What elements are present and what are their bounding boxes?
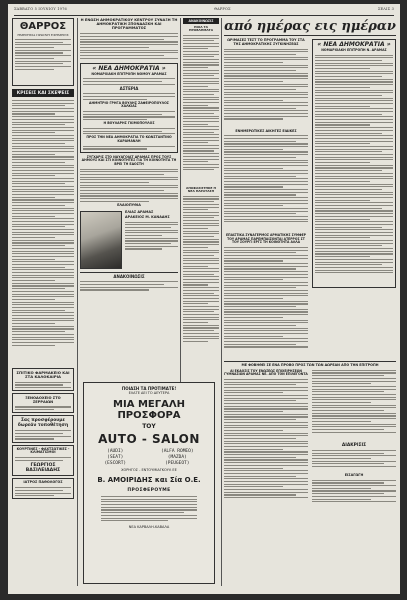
advert-brand-list [87,449,211,466]
ad-kourtines [12,445,74,477]
ek-headline: Η ΕΝΩΣΗ ΔΗΜΟΚΡΑΤΙΚΟΥ ΚΕΝΤΡΟΥ ΣΥΝΑΞΗ ΤΗ ΔΗΜΟΚΡΑΤΙΚΗ ΣΠΟΝΔΑΣΚΗ ΚΑΙ ΠΡΟΓΡΑΜΜΑΤΟΣ [80,18,178,31]
article-body-kriseis [12,100,74,365]
column-divider [180,18,181,393]
masthead-box [12,18,74,86]
right-headline-diakrisis: ΔΙΑΚΡΙΣΙΣ [341,442,367,448]
right-column [224,18,396,586]
elaiopythia-headline: ΕΛΑΙΟΠΥΘΙΑ [117,202,141,207]
right-body-5 [312,370,396,440]
newspaper-page [8,4,400,594]
ad-farmakeio-title: ΣΠΙΤΙΚΟ ΦΑΡΜΑΚΕΙΟ ΚΑΙ ΣΤΑ ΚΑΛΟΚΑΙΡΙΑ [16,370,70,380]
mid-right-headline-2: ΑΠΟΦΑΣΙΣΤΗΚΕ Η ΝΕΑ ΠΑΡΑΤΑΣΗ [186,185,216,194]
advert-line1: ΠΟΙΑΣΗ ΤΑ ΠΡΟΤΙΜΑΤΕ! [121,386,177,391]
nd-sub-voularis: Η ΒΟΥΛΑΡΗΣ ΓΚΙΜΟΠΟΥΛΟΣ [103,121,155,126]
ad-xenodoxeio-title: ΞΕΝΟΔΟΧΕΙΟ ΣΤΟ ΣΕΡΡΑΙΩΝ [25,396,61,405]
portrait-photo [80,211,122,269]
mid-right-section-title: ΑΝΑΚΟΙΝΩΣΙΣ [183,18,219,24]
mid-right-body-1 [183,35,219,185]
anakoinosis-headline: ΑΝΑΚΟΙΝΩΣΙΣ [80,272,178,280]
masthead-details [15,39,71,70]
nd-section-subtitle: ΝΟΜΑΡΧΙΑΚΗ ΕΠΙΤΡΟΠΗ ΝΟΜΟΥ ΔΡΑΜΑΣ [91,71,167,76]
synagermos-body [80,169,178,202]
mid-right-column [183,18,219,378]
mid-right-body-2 [183,196,219,356]
advert-brand-peugeot: (PEUGEOT) [165,461,190,466]
nd-right-box [312,39,396,288]
right-subcol-a [224,39,308,357]
column-divider [221,18,222,586]
column-divider [77,18,78,586]
mid-right-headline-1: ΠΟΙΑ ΤΑ ΠΡΟΒΛΗΜΑΤΑ [188,25,214,33]
nd-sub-names: ΔΗΜΗΤΡΙΟ ΓΡΗΓΑ ΒΟΥΛΗΣ ΖΑΦΕΙΡΟΠΟΥΛΟΣ ΧΑΛΚΙΑΣ [89,100,169,109]
portrait-caption-place: ΕΛΙΑΣ ΔΡΑΜΑΣ [125,209,154,214]
nd-sub-asteria: ΑΣΤΕΡΙΑ [119,85,139,91]
anakoinosis-body [80,281,178,290]
advert-brand: AUTO - SALON [98,432,200,446]
header-page-number: ΣΕΛΙΣ 3 [377,7,394,11]
advert-line2: ΕΛΑΤΕ ΔΕΙ ΤΟ ΔΕΥΤΕΡΑ [128,391,170,395]
ad-dorean-title: Σας προσφέρουμε δωρεάν τοποθέτηση [17,418,69,429]
portrait-caption-name: ΔΡΑΚΕΙΟΣ Μ. ΚΑΝΑΔΗΣ [125,214,170,219]
advert-brand-mazda: (MAZDA) [167,455,187,460]
right-subcol-b [312,39,396,357]
page-header [14,7,394,15]
masthead-title: ΘΑΡΡΟΣ [19,21,67,32]
right-headline-3: ΕΠΑΙΣΤΙΚΑ ΣΥΝΑΓΕΡΜΟΣ ΑΡΜΑΤΙΚΗΣ ΣΥΜΦΕΡ ΤΟΥ ΔΡΑΜΑΣ ΠΑΡΕΜΠΑΙΖΟΝΤΑΙ ΑΤΕΡΡΟΣ ΣΤ ΤΟΥ ΣΟΥΡΓΙ ΕΡΓΣ ΤΗ ΚΟΙΝΟΤΗΤΑ ΑΛΛΑ [225,233,307,245]
ad-vasileiadis-name: ΓΕΩΡΓΙΟΣ ΒΑΣΙΛΕΙΑΔΗΣ [25,462,61,474]
ek-article-body [80,33,178,58]
advert-title: ΜΙΑ ΜΕΓΑΛΗ ΠΡΟΣΦΟΡΑ [113,399,185,421]
advert-brand-escort: (ESCORT) [104,461,127,466]
right-headline-eisagogi: ΕΙΣΑΓΩΓΗ [344,472,364,477]
ad-dorean-topothetisi [12,415,74,442]
advert-offer-list [101,496,197,521]
header-rule [14,15,394,16]
right-body-1 [224,49,308,127]
nd-section-title: « ΝΕΑ ΔΗΜΟΚΡΑΤΙΑ » [92,64,166,72]
ad-iatros-title: ΙΑΤΡΟΣ ΠΑΘΟΛΟΓΟΣ [23,480,63,485]
advert-sub: ΤΟΥ [142,423,156,430]
nd-sub-karamanlis: ΠΡΟΣ ΤΗΝ ΝΕΑ ΔΗΜΟΚΡΑΤΙΑ ΤΟ ΚΩΝΣΤΑΝΤΙΝΟ ΚΑΡΑΜΑΝΛΗ [86,135,172,144]
advert-brands-bottom: ΧΟΡΗΓΟΣ - ΕΝΤΟΥΜΙΑΓΚΟΥΛ ΕΕ [121,468,177,472]
advert-brand-alfa: (ALFA ROMEO) [161,449,194,454]
right-body-6 [312,450,396,472]
banner-apo-imeras: από ημέρας εις ημέραν [224,19,396,34]
ad-xenodoxeio [12,393,74,413]
right-body-2 [224,135,308,231]
ad-farmakeio [12,368,74,391]
right-body-7 [312,480,396,510]
nd-right-title: « ΝΕΑ ΔΗΜΟΚΡΑΤΙΑ » [317,41,391,48]
nd-right-body [315,55,393,285]
advert-footer: ΝΕΑ ΚΑΡΒΑΛΗ-ΚΑΒΑΛΑ [128,525,170,530]
advert-dealer: Β. ΑΜΟΙΡΙΔΗΣ και Σία Ο.Ε. [97,476,201,484]
masthead-subtitle: ΗΜΕΡΗΣΙΑ ΠΡΩΙΝΗ ΕΦΗΜΕΡΙΣ [17,33,69,37]
portrait-block [80,211,178,269]
right-body-4 [224,379,308,509]
ad-kourtines-title: ΚΟΥΡΤΙΝΕΣ - ΦΑΧΤΣΩΤΙΚΕΣ - ΚΛΙΜΑΤΙΣΜΟΙ [16,446,70,455]
header-paper-name: ΘΑΡΡΟΣ [214,7,231,11]
header-date: ΣΑΒΒΑΤΟ 5 ΙΟΥΝΙΟΥ 1976 [14,7,67,11]
right-headline-1: ΩΡΙΜΑΣΕΣ ΤΕΣΤ ΤΟ ΠΡΟΓΡΑΜΜΑ ΤΟΥ ΣΤΑ ΤΗΣ ΔΗΜΟΚΡΑΤΙΚΗΣ ΣΥΓΚΙΝΗΣΕΩΣ [227,38,305,46]
right-body-3 [224,247,308,357]
advert-offer-title: ΠΡΟΣΦΕΡΟΥΜΕ [127,488,171,493]
section-title-kriseis: ΚΡΙΣΕΙΣ ΚΑΙ ΣΚΕΨΕΙΣ [12,89,74,97]
left-column [12,18,74,586]
right-headline-5: ΜΕ ΦΟΒΗΘΕΙ ΣΕ ΕΝΑ ΠΡΟΒΟ ΠΡΟΣ ΤΩΝ ΤΩΝ ΔΩΡΕΑΝ ΑΠΟ ΤΗΝ ΕΠΙΤΡΟΠΗ [224,361,396,368]
nd-announcement-box [80,63,178,153]
advert-brand-audi: (AUDI) [107,449,124,454]
auto-salon-advert [83,382,215,584]
synagermos-headline: ΣΥΓΧΑΡΙΣ ΣΤΟ ΝΑΥΑΓΟΙΑΤ ΔΡΑΜΑΣ ΠΡΟΣ ΤΟΥΣ ΔΗΜΟΥΣ ΚΑΙ ΣΤΙ ΚΟΙΝΟΤΗΤΕΣ ΓΙΑ ΤΗ ΚΟΙΝΟΤΗΤΑ ΤΗ ΒΡΕΙ ΤΗ ΕΔΟΣΤΗ [81,154,177,166]
right-headline-4: ΑΙ ΕΚΔΟΣΙΣ ΤΟΥ ΕΝΩΣΕΩΣ ΕΠΙΧΕΙΡΗΣΕΩΝ ΓΥΜΝΑΣΙΩΝ ΔΡΑΜΑΣ ΝΕ. ΑΠΟ ΤΟΝ ΕΠΙΛΕΓΟΝΤΑ [224,368,308,377]
advert-brand-seat: (SEAT) [107,455,124,460]
nd-right-subtitle: ΝΟΜΑΡΧΙΑΚΗ ΕΠΙΤΡΟΠΗ Ν. ΔΡΑΜΑΣ [321,47,387,52]
right-headline-2: ΕΝΗΜΕΡΩΤΙΚΕΣ ΔΙΚΗΓΕΣ ΕΙΔΙΚΕΣ [235,128,297,133]
ad-iatros [12,478,74,499]
